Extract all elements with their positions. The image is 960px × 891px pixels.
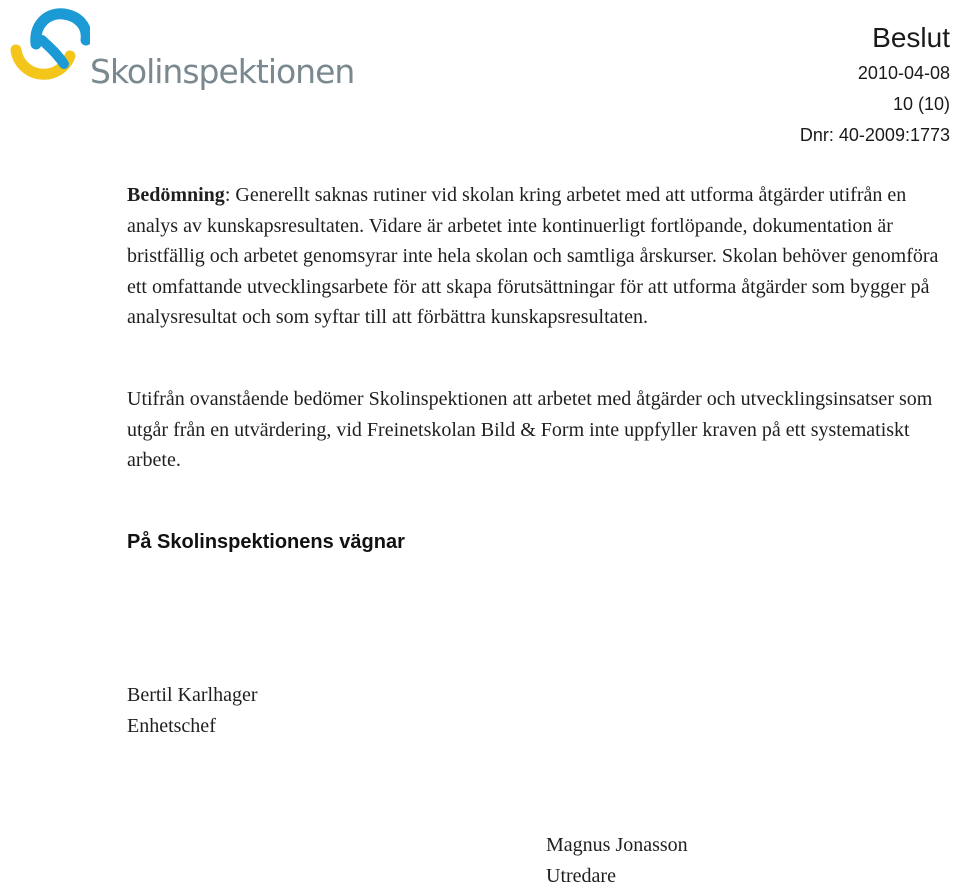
assessment-paragraph <box>127 180 955 333</box>
document-date: 2010-04-08 <box>800 58 950 89</box>
page-number: 10 (10) <box>800 89 950 120</box>
logo <box>6 6 346 92</box>
signature-block <box>127 680 258 741</box>
signoff-heading: På Skolinspektionens vägnar <box>127 531 405 554</box>
assessment-label: Bedömning <box>127 184 225 206</box>
signatory-name: Magnus Jonasson <box>546 830 688 861</box>
signatory-name: Bertil Karlhager <box>127 680 258 711</box>
document-type: Beslut <box>800 18 950 58</box>
logo-wordmark: Skolinspektionen <box>90 52 354 91</box>
signatory-title: Enhetschef <box>127 711 258 742</box>
document-meta <box>800 18 950 151</box>
assessment-text: : Generellt saknas rutiner vid skolan kring arbetet med att utforma åtgärder utifrån en analys av kunskapsresultaten. Vidare är arbetet inte kontinuerligt fortlöpande, dokumentation är bristfällig och arbetet genomsyrar inte hela skolan och samtliga årskurser. Skolan behöver genomföra ett omfattande utvecklingsarbete för att skapa förutsättningar för att utforma åtgärder som bygger på analysresultat och som syftar till att förbättra kunskapsresultaten. <box>127 184 938 328</box>
signature-block <box>546 830 688 891</box>
logo-mark-icon <box>6 6 90 86</box>
signatory-title: Utredare <box>546 861 688 891</box>
conclusion-paragraph: Utifrån ovanstående bedömer Skolinspektionen att arbetet med åtgärder och utvecklingsinsatser som utgår från en utvärdering, vid Freinetskolan Bild & Form inte uppfyller kraven på ett systematiskt arbete. <box>127 384 955 476</box>
case-number: Dnr: 40-2009:1773 <box>800 120 950 151</box>
